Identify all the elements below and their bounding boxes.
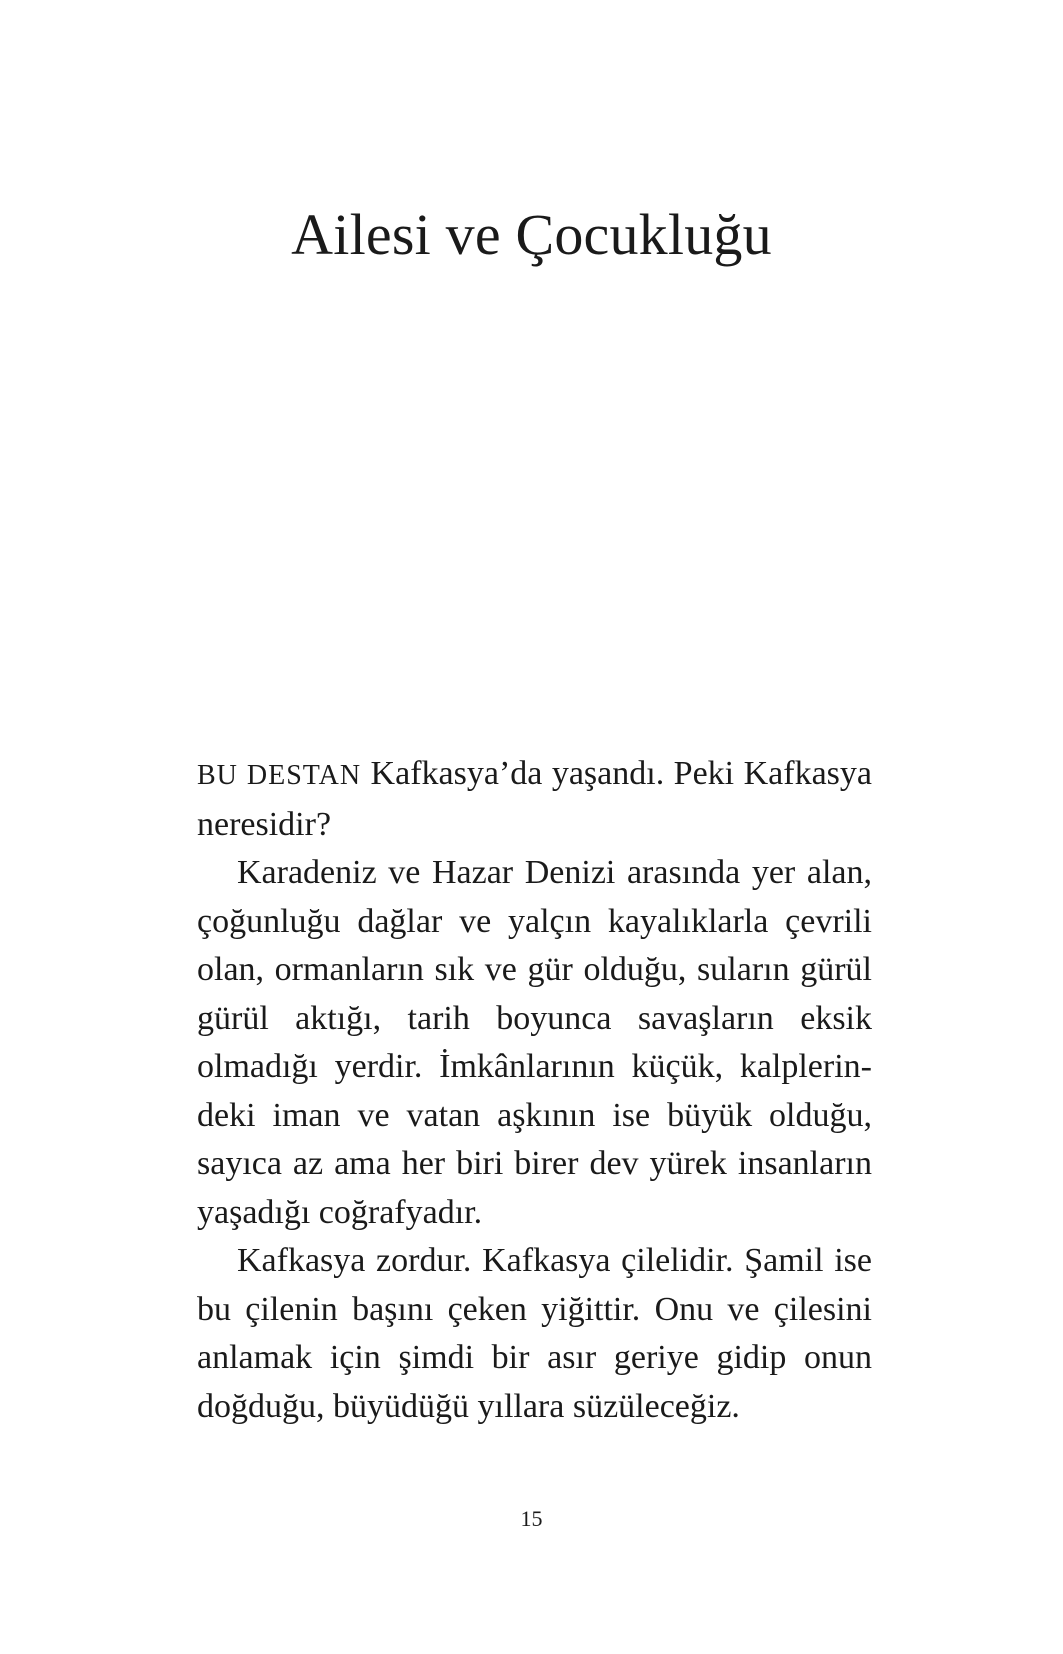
- chapter-title: Ailesi ve Çocukluğu: [291, 202, 772, 267]
- paragraph-3: Kafkasya zordur. Kafkasya çilelidir. Şamil ise bu çilenin başını çeken yiğittir. Onu ve çilesini anlamak için şimdi bir asır geriye gidip onun doğduğu, büyüdüğü yıllara süzüleceğiz.: [197, 1242, 872, 1425]
- paragraph-1-text: Kafkasya’da yaşandı. Peki Kafkasya neresidir?: [197, 755, 872, 843]
- opening-smallcaps: BU DESTAN: [197, 760, 362, 791]
- paragraph-2: Karadeniz ve Hazar Denizi arasında yer alan, çoğunluğu dağlar ve yalçın kayalıklarla çevrili olan, ormanların sık ve gür olduğu, suların gürül gürül aktığı, tarih boyunca savaşların eksik olmadığı yerdir. İmkânlarının küçük, kalplerindeki iman ve vatan aşkının ise büyük olduğu, sayıca az ama her biri birer dev yürek insanların yaşadığı coğrafyadır.: [197, 854, 872, 1231]
- page-number: 15: [520, 1506, 543, 1531]
- chapter-body: [197, 750, 872, 1431]
- paragraph-1: [197, 750, 872, 849]
